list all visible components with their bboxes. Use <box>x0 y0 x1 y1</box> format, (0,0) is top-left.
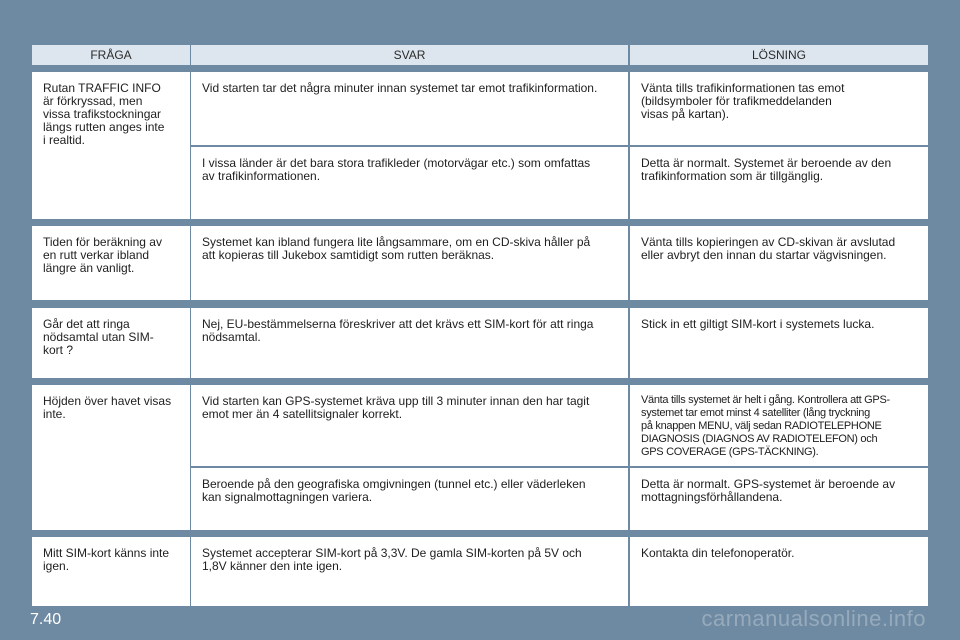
solution-cell: Detta är normalt. GPS-systemet är beroende av mottagningsförhållandena. <box>630 468 928 530</box>
solution-cell: Detta är normalt. Systemet är beroende av den trafikinformation som är tillgänglig. <box>630 147 928 219</box>
question-cell: Mitt SIM-kort känns inte igen. <box>32 537 190 606</box>
page-number: 7.40 <box>30 611 62 628</box>
header-solution: LÖSNING <box>630 45 928 65</box>
question-cell: Tiden för beräkning av en rutt verkar ibland längre än vanligt. <box>32 226 190 300</box>
solution-cell: Stick in ett giltigt SIM-kort i systemets lucka. <box>630 308 928 378</box>
solution-cell: Vänta tills trafikinformationen tas emot (bildsymboler för trafikmeddelanden visas på kartan). <box>630 72 928 145</box>
answer-cell: Vid starten kan GPS-systemet kräva upp till 3 minuter innan den har tagit emot mer än 4 satellitsignaler korrekt. <box>191 385 628 466</box>
solution-cell: Kontakta din telefonoperatör. <box>630 537 928 606</box>
watermark: carmanualsonline.info <box>701 606 926 631</box>
header-question: FRÅGA <box>32 45 190 65</box>
answer-cell: Systemet kan ibland fungera lite långsammare, om en CD-skiva håller på att kopieras till Jukebox samtidigt som rutten beräknas. <box>191 226 628 300</box>
question-cell: Rutan TRAFFIC INFO är förkryssad, men vissa trafikstockningar längs rutten anges inte i realtid. <box>32 72 190 219</box>
answer-cell: Beroende på den geografiska omgivningen (tunnel etc.) eller väderleken kan signalmottagningen variera. <box>191 468 628 530</box>
question-cell: Går det att ringa nödsamtal utan SIM- kort ? <box>32 308 190 378</box>
solution-cell: Vänta tills kopieringen av CD-skivan är avslutad eller avbryt den innan du startar vägvisningen. <box>630 226 928 300</box>
question-cell: Höjden över havet visas inte. <box>32 385 190 530</box>
solution-cell: Vänta tills systemet är helt i gång. Kontrollera att GPS- systemet tar emot minst 4 satelliter (lång tryckning på knappen MENU, välj sedan RADIOTELEPHONE DIAGNOSIS (DIAGNOS AV RADIOTELEFON) och GPS COVERAGE (GPS-TÄCKNING). <box>630 385 928 466</box>
answer-cell: Systemet accepterar SIM-kort på 3,3V. De gamla SIM-korten på 5V och 1,8V känner den inte igen. <box>191 537 628 606</box>
answer-cell: Vid starten tar det några minuter innan systemet tar emot trafikinformation. <box>191 72 628 145</box>
answer-cell: Nej, EU-bestämmelserna föreskriver att det krävs ett SIM-kort för att ringa nödsamtal. <box>191 308 628 378</box>
answer-cell: I vissa länder är det bara stora trafikleder (motorvägar etc.) som omfattas av trafikinformationen. <box>191 147 628 219</box>
header-answer: SVAR <box>191 45 628 65</box>
